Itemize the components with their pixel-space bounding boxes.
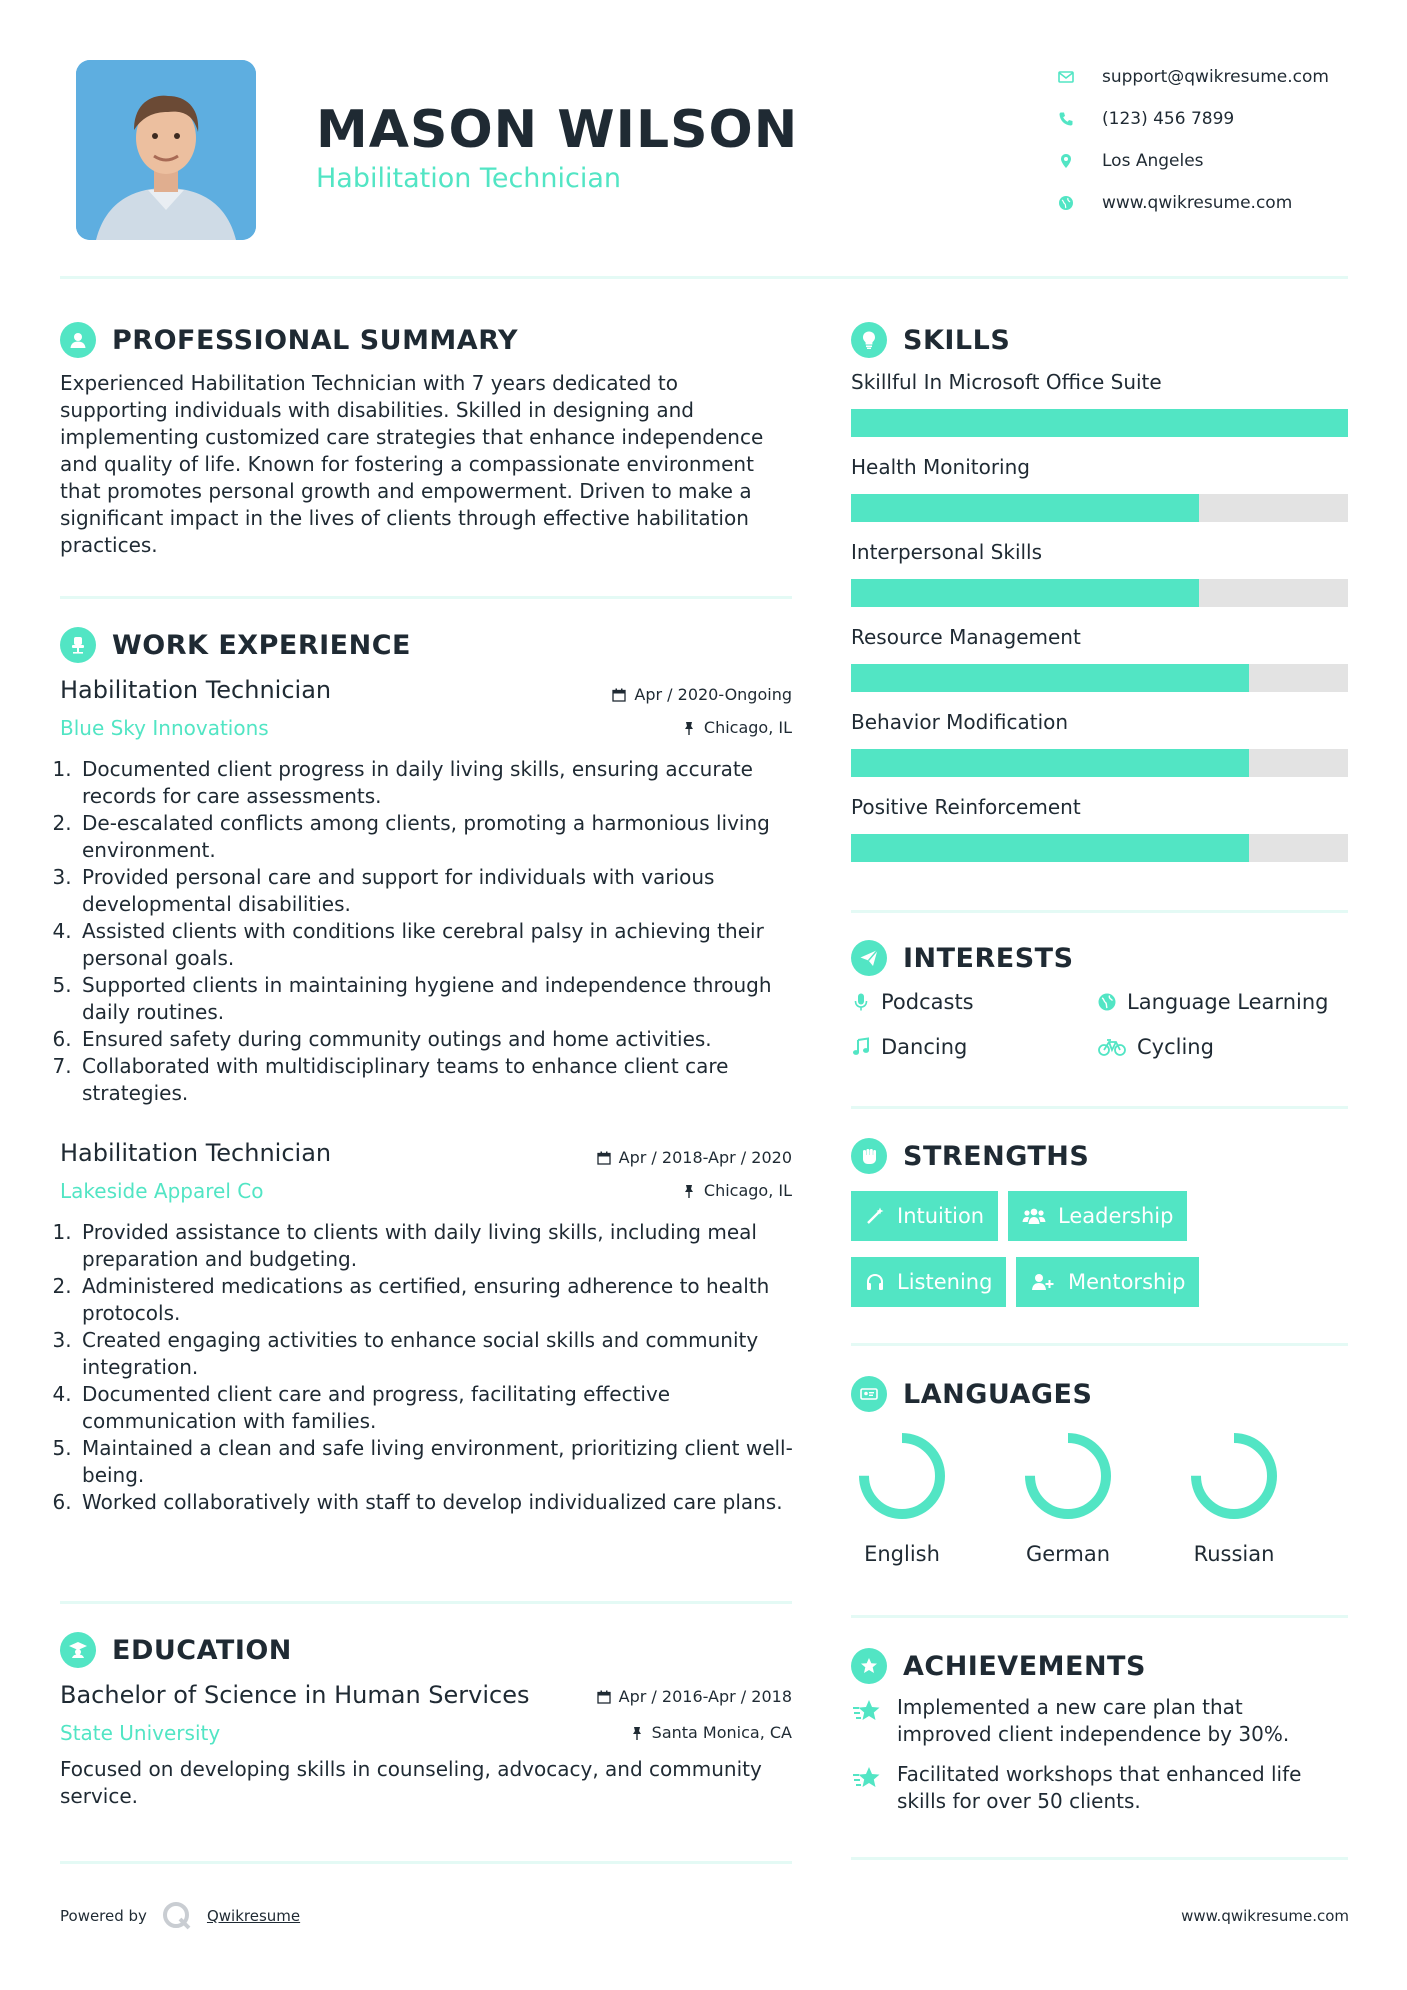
language-name: German: [1025, 1542, 1111, 1566]
work-section-title: [60, 627, 411, 663]
list-item: 3. Provided personal care and support for individuals with various developmental disabilities.: [78, 864, 798, 918]
brand-link[interactable]: Qwikresume: [206, 1907, 301, 1925]
contact-email: [1056, 56, 1356, 98]
skill-bar: [851, 579, 1348, 607]
skill-bar: [851, 409, 1348, 437]
profile-photo-illustration: [76, 60, 256, 240]
job-2-date: [540, 1148, 792, 1167]
qwikresume-logo-icon: [161, 1900, 193, 1932]
language-ring: [1188, 1430, 1280, 1522]
magic-wand-icon: [865, 1206, 885, 1226]
summary-divider: [60, 596, 792, 599]
language-item: [1184, 1430, 1284, 1566]
language-name: English: [864, 1542, 940, 1566]
calendar-icon: [597, 1690, 611, 1704]
users-icon: [1022, 1206, 1046, 1226]
strengths-section-title: [851, 1138, 1089, 1174]
map-pin-icon: [1056, 151, 1076, 171]
strength-label: Listening: [897, 1270, 993, 1294]
achievements-section-title: [851, 1648, 1146, 1684]
achievements-divider: [851, 1857, 1348, 1860]
work-divider: [60, 1601, 792, 1604]
user-icon: [60, 322, 96, 358]
skill-bar: [851, 664, 1348, 692]
interest-cycling: [1097, 1035, 1214, 1059]
music-note-icon: [851, 1037, 871, 1057]
languages-divider: [851, 1615, 1348, 1618]
achievement-text: Implemented a new care plan that improved client independence by 30%.: [897, 1695, 1290, 1746]
interest-dancing: [851, 1035, 967, 1059]
skill-bar-fill: [851, 409, 1348, 437]
job-2-location: [560, 1181, 792, 1200]
language-ring: [1022, 1430, 1114, 1522]
job-1-location: [560, 718, 792, 737]
contact-website: [1056, 182, 1356, 224]
skill-name: Health Monitoring: [851, 455, 1030, 479]
strengths-title-text: STRENGTHS: [903, 1140, 1090, 1172]
strength-mentorship: [1016, 1257, 1199, 1307]
list-item: 7. Collaborated with multidisciplinary teams to enhance client care strategies.: [78, 1053, 798, 1107]
phone-icon: [1056, 109, 1076, 129]
job-1-date-text: Apr / 2020-Ongoing: [634, 685, 792, 704]
lightbulb-icon: [851, 322, 887, 358]
globe-icon: [1097, 992, 1117, 1012]
footer-website[interactable]: www.qwikresume.com: [1181, 1907, 1349, 1925]
strength-leadership: [1008, 1191, 1187, 1241]
list-item: 4. Documented client care and progress, facilitating effective communication with families.: [78, 1381, 798, 1435]
footer-powered-by: [60, 1900, 300, 1932]
interests-divider: [851, 1106, 1348, 1109]
skills-section-title: [851, 322, 1010, 358]
skill-name: Skillful In Microsoft Office Suite: [851, 370, 1162, 394]
job-2-duties: [58, 1219, 798, 1516]
list-item: 2. Administered medications as certified, ensuring adherence to health protocols.: [78, 1273, 798, 1327]
contact-website-text[interactable]: www.qwikresume.com: [1102, 193, 1293, 213]
envelope-icon: [1056, 67, 1076, 87]
powered-by-text: Powered by: [60, 1907, 147, 1925]
pushpin-icon: [630, 1726, 644, 1740]
pushpin-icon: [682, 721, 696, 735]
achievement-text: Facilitated workshops that enhanced life skills for over 50 clients.: [897, 1762, 1302, 1813]
header-divider: [60, 276, 1348, 279]
interest-language-learning: [1097, 990, 1328, 1014]
list-item: 1. Provided assistance to clients with daily living skills, including meal preparation and budgeting.: [78, 1219, 798, 1273]
summary-section-title: [60, 322, 518, 358]
skill-bar-fill: [851, 579, 1199, 607]
list-item: 1. Documented client progress in daily living skills, ensuring accurate records for care assessments.: [78, 756, 798, 810]
skills-title-text: SKILLS: [903, 324, 1011, 356]
pushpin-icon: [682, 1184, 696, 1198]
contact-phone-text: (123) 456 7899: [1102, 109, 1235, 129]
education-text: Focused on developing skills in counseling, advocacy, and community service.: [60, 1757, 762, 1808]
user-plus-icon: [1030, 1272, 1056, 1292]
strength-label: Intuition: [897, 1204, 985, 1228]
job-2-company: Lakeside Apparel Co: [60, 1179, 264, 1203]
list-item: 4. Assisted clients with conditions like cerebral palsy in achieving their personal goals.: [78, 918, 798, 972]
profile-photo: [76, 60, 256, 240]
fist-icon: [851, 1138, 887, 1174]
graduate-icon: [60, 1632, 96, 1668]
calendar-icon: [597, 1151, 611, 1165]
interest-label: Language Learning: [1127, 990, 1329, 1014]
strengths-divider: [851, 1343, 1348, 1346]
interest-label: Dancing: [881, 1035, 968, 1059]
skills-divider: [851, 910, 1348, 913]
skill-name: Resource Management: [851, 625, 1081, 649]
strength-listening: [851, 1257, 1006, 1307]
microphone-icon: [851, 992, 871, 1012]
interests-section-title: [851, 940, 1074, 976]
education-location: [540, 1723, 792, 1742]
bicycle-icon: [1097, 1037, 1127, 1057]
education-degree: Bachelor of Science in Human Services: [60, 1681, 530, 1709]
globe-icon: [1056, 193, 1076, 213]
interests-title-text: INTERESTS: [903, 942, 1074, 974]
job-2-date-text: Apr / 2018-Apr / 2020: [618, 1148, 792, 1167]
chair-icon: [60, 627, 96, 663]
achievements-title-text: ACHIEVEMENTS: [903, 1650, 1146, 1682]
strength-intuition: [851, 1191, 998, 1241]
contact-email-text[interactable]: support@qwikresume.com: [1102, 67, 1329, 87]
interest-podcasts: [851, 990, 974, 1014]
strength-label: Mentorship: [1068, 1270, 1186, 1294]
work-title-text: WORK EXPERIENCE: [112, 629, 411, 661]
languages-section-title: [851, 1376, 1092, 1412]
id-card-icon: [851, 1376, 887, 1412]
skill-bar-fill: [851, 664, 1249, 692]
job-1-location-text: Chicago, IL: [703, 718, 792, 737]
contact-phone: [1056, 98, 1356, 140]
job-1-company: Blue Sky Innovations: [60, 716, 269, 740]
job-2-title: Habilitation Technician: [60, 1139, 332, 1167]
education-date-text: Apr / 2016-Apr / 2018: [618, 1687, 792, 1706]
job-1-title: Habilitation Technician: [60, 676, 332, 704]
education-date: [540, 1687, 792, 1706]
list-item: 5. Supported clients in maintaining hygiene and independence through daily routines.: [78, 972, 798, 1026]
skill-bar: [851, 494, 1348, 522]
list-item: 3. Created engaging activities to enhance social skills and community integration.: [78, 1327, 798, 1381]
list-item: 5. Maintained a clean and safe living environment, prioritizing client well-being.: [78, 1435, 798, 1489]
skill-bar-fill: [851, 494, 1199, 522]
list-item: 6. Ensured safety during community outings and home activities.: [78, 1026, 798, 1053]
skill-name: Behavior Modification: [851, 710, 1069, 734]
headphones-icon: [865, 1272, 885, 1292]
languages-title-text: LANGUAGES: [903, 1378, 1093, 1410]
list-item: 6. Worked collaboratively with staff to develop individualized care plans.: [78, 1489, 798, 1516]
skill-bar-fill: [851, 749, 1249, 777]
summary-text: Experienced Habilitation Technician with 7 years dedicated to supporting individuals with disabilities. Skilled in designing and implementing customized care strategies that enhance independence and quality of life. Known for fostering a compassionate environment that promotes personal growth and empowerment. Driven to make a significant impact in the lives of clients through effective habilitation practices.: [60, 371, 764, 557]
education-school: State University: [60, 1721, 221, 1745]
star-icon: [851, 1696, 883, 1728]
skill-bar: [851, 749, 1348, 777]
education-divider: [60, 1861, 792, 1864]
interest-label: Podcasts: [881, 990, 974, 1014]
star-icon: [851, 1763, 883, 1795]
achievement-item: [851, 1694, 1331, 1748]
education-title-text: EDUCATION: [112, 1634, 292, 1666]
summary-title-text: PROFESSIONAL SUMMARY: [112, 324, 519, 356]
skill-name: Interpersonal Skills: [851, 540, 1043, 564]
candidate-name: MASON WILSON: [316, 100, 799, 160]
skill-bar: [851, 834, 1348, 862]
education-section-title: [60, 1632, 292, 1668]
interest-label: Cycling: [1137, 1035, 1214, 1059]
language-item: [1018, 1430, 1118, 1566]
education-location-text: Santa Monica, CA: [651, 1723, 792, 1742]
language-item: [852, 1430, 952, 1566]
strength-label: Leadership: [1058, 1204, 1174, 1228]
paper-plane-icon: [851, 940, 887, 976]
language-name: Russian: [1193, 1542, 1275, 1566]
list-item: 2. De-escalated conflicts among clients, promoting a harmonious living environment.: [78, 810, 798, 864]
contact-location: [1056, 140, 1356, 182]
job-1-duties: [58, 756, 798, 1107]
candidate-role: Habilitation Technician: [316, 163, 622, 194]
job-2-location-text: Chicago, IL: [703, 1181, 792, 1200]
star-badge-icon: [851, 1648, 887, 1684]
language-ring: [856, 1430, 948, 1522]
contact-location-text: Los Angeles: [1102, 151, 1204, 171]
contact-block: [1056, 56, 1356, 224]
skill-name: Positive Reinforcement: [851, 795, 1081, 819]
calendar-icon: [612, 688, 626, 702]
achievement-item: [851, 1761, 1331, 1815]
job-1-date: [560, 685, 792, 704]
skill-bar-fill: [851, 834, 1249, 862]
